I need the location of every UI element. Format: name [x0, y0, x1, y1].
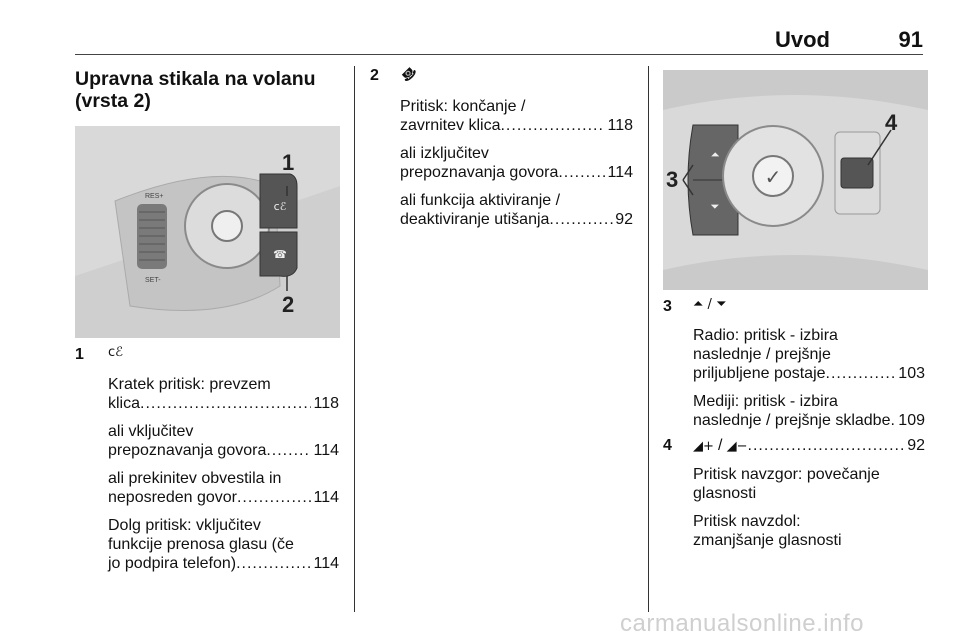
- item-3-ref-1: priljubljene postaje ..... 103: [693, 364, 925, 383]
- callout-4: 4: [885, 110, 898, 135]
- item-1-text-4b: funkcije prenosa glasu (če: [108, 536, 294, 553]
- item-2-block: [400, 97, 633, 229]
- item-1-ref-4: jo podpira telefon) ..... 114: [108, 554, 339, 573]
- callout-1: 1: [282, 150, 295, 175]
- item-4-text-4: zmanjšanje glasnosti: [693, 532, 842, 549]
- next-station-icon: ⏶: [693, 297, 704, 312]
- item-4-ref-1: ◢+ / ◢− ..... 92: [693, 436, 925, 456]
- item-2-ref-1: zavrnitev klica ..... 118: [400, 116, 633, 135]
- page-number: 91: [898, 27, 923, 52]
- item-4-text-1: Pritisk navzgor: povečanje: [693, 466, 880, 483]
- hang-up-icon: ☎: [397, 62, 420, 85]
- item-3-separator: /: [707, 297, 712, 312]
- footer-watermark: carmanualsonline.info: [620, 610, 864, 637]
- section-title: Upravna stikala na volanu (vrsta 2): [75, 68, 316, 112]
- item-1-ref-3: neposreden govor ..... 114: [108, 488, 339, 507]
- item-2-text-3: ali funkcija aktiviranje /: [400, 192, 561, 209]
- item-1-block: [108, 375, 339, 573]
- set-label: SET-: [145, 277, 161, 284]
- volume-down-icon: ◢−: [726, 439, 748, 454]
- item-3-block: [693, 326, 925, 430]
- item-2-ref-2: prepoznavanja govora ..... 114: [400, 163, 633, 182]
- item-2-text-2: ali izključitev: [400, 145, 489, 162]
- item-4-separator: /: [718, 437, 723, 454]
- voice-phone-icon: ⅽℰ: [108, 345, 124, 360]
- item-1-text-4a: Dolg pritisk: vključitev: [108, 517, 261, 534]
- item-3-text-2: naslednje / prejšnje: [693, 346, 831, 363]
- svg-text:ⅽℰ: ⅽℰ: [273, 200, 287, 213]
- svg-text:✓: ✓: [764, 165, 782, 189]
- item-3-number: 3: [663, 298, 672, 315]
- res-label: RES+: [145, 193, 164, 200]
- item-2-ref-3: deaktiviranje utišanja ..... 92: [400, 210, 633, 229]
- item-1-ref-2: prepoznavanja govora ..... 114: [108, 441, 339, 460]
- item-4-number: 4: [663, 437, 672, 454]
- item-3-ref-2: naslednje / prejšnje skladbe ..... 109: [693, 411, 925, 430]
- volume-up-icon: ◢+: [693, 439, 714, 454]
- header-title: Uvod: [775, 27, 830, 52]
- svg-text:⏶: ⏶: [710, 148, 720, 161]
- item-1-text-3: ali prekinitev obvestila in: [108, 470, 282, 487]
- header-rule: [75, 54, 923, 55]
- svg-text:⏷: ⏷: [710, 200, 720, 213]
- column-divider-2: [648, 66, 649, 612]
- previous-station-icon: ⏷: [716, 297, 727, 312]
- svg-text:☎: ☎: [273, 248, 287, 261]
- item-1-ref-1: klica ..... 118: [108, 394, 339, 413]
- item-1-text-1: Kratek pritisk: prevzem: [108, 376, 271, 393]
- callout-3: 3: [666, 167, 679, 192]
- item-2-text-1: Pritisk: končanje /: [400, 98, 526, 115]
- column-divider-1: [354, 66, 355, 612]
- item-4-text-3: Pritisk navzdol:: [693, 513, 801, 530]
- item-4-block: [693, 436, 925, 550]
- steering-wheel-right-figure: [663, 70, 928, 290]
- item-3-icons: [693, 297, 726, 312]
- item-1-text-2: ali vključitev: [108, 423, 194, 440]
- item-2-number: 2: [370, 67, 379, 84]
- item-1-number: 1: [75, 346, 84, 363]
- item-4-text-2: glasnosti: [693, 485, 757, 502]
- steering-wheel-left-figure: [75, 126, 340, 338]
- item-3-text-1: Radio: pritisk - izbira: [693, 327, 838, 344]
- item-3-text-3: Mediji: pritisk - izbira: [693, 393, 838, 410]
- callout-2: 2: [282, 292, 295, 317]
